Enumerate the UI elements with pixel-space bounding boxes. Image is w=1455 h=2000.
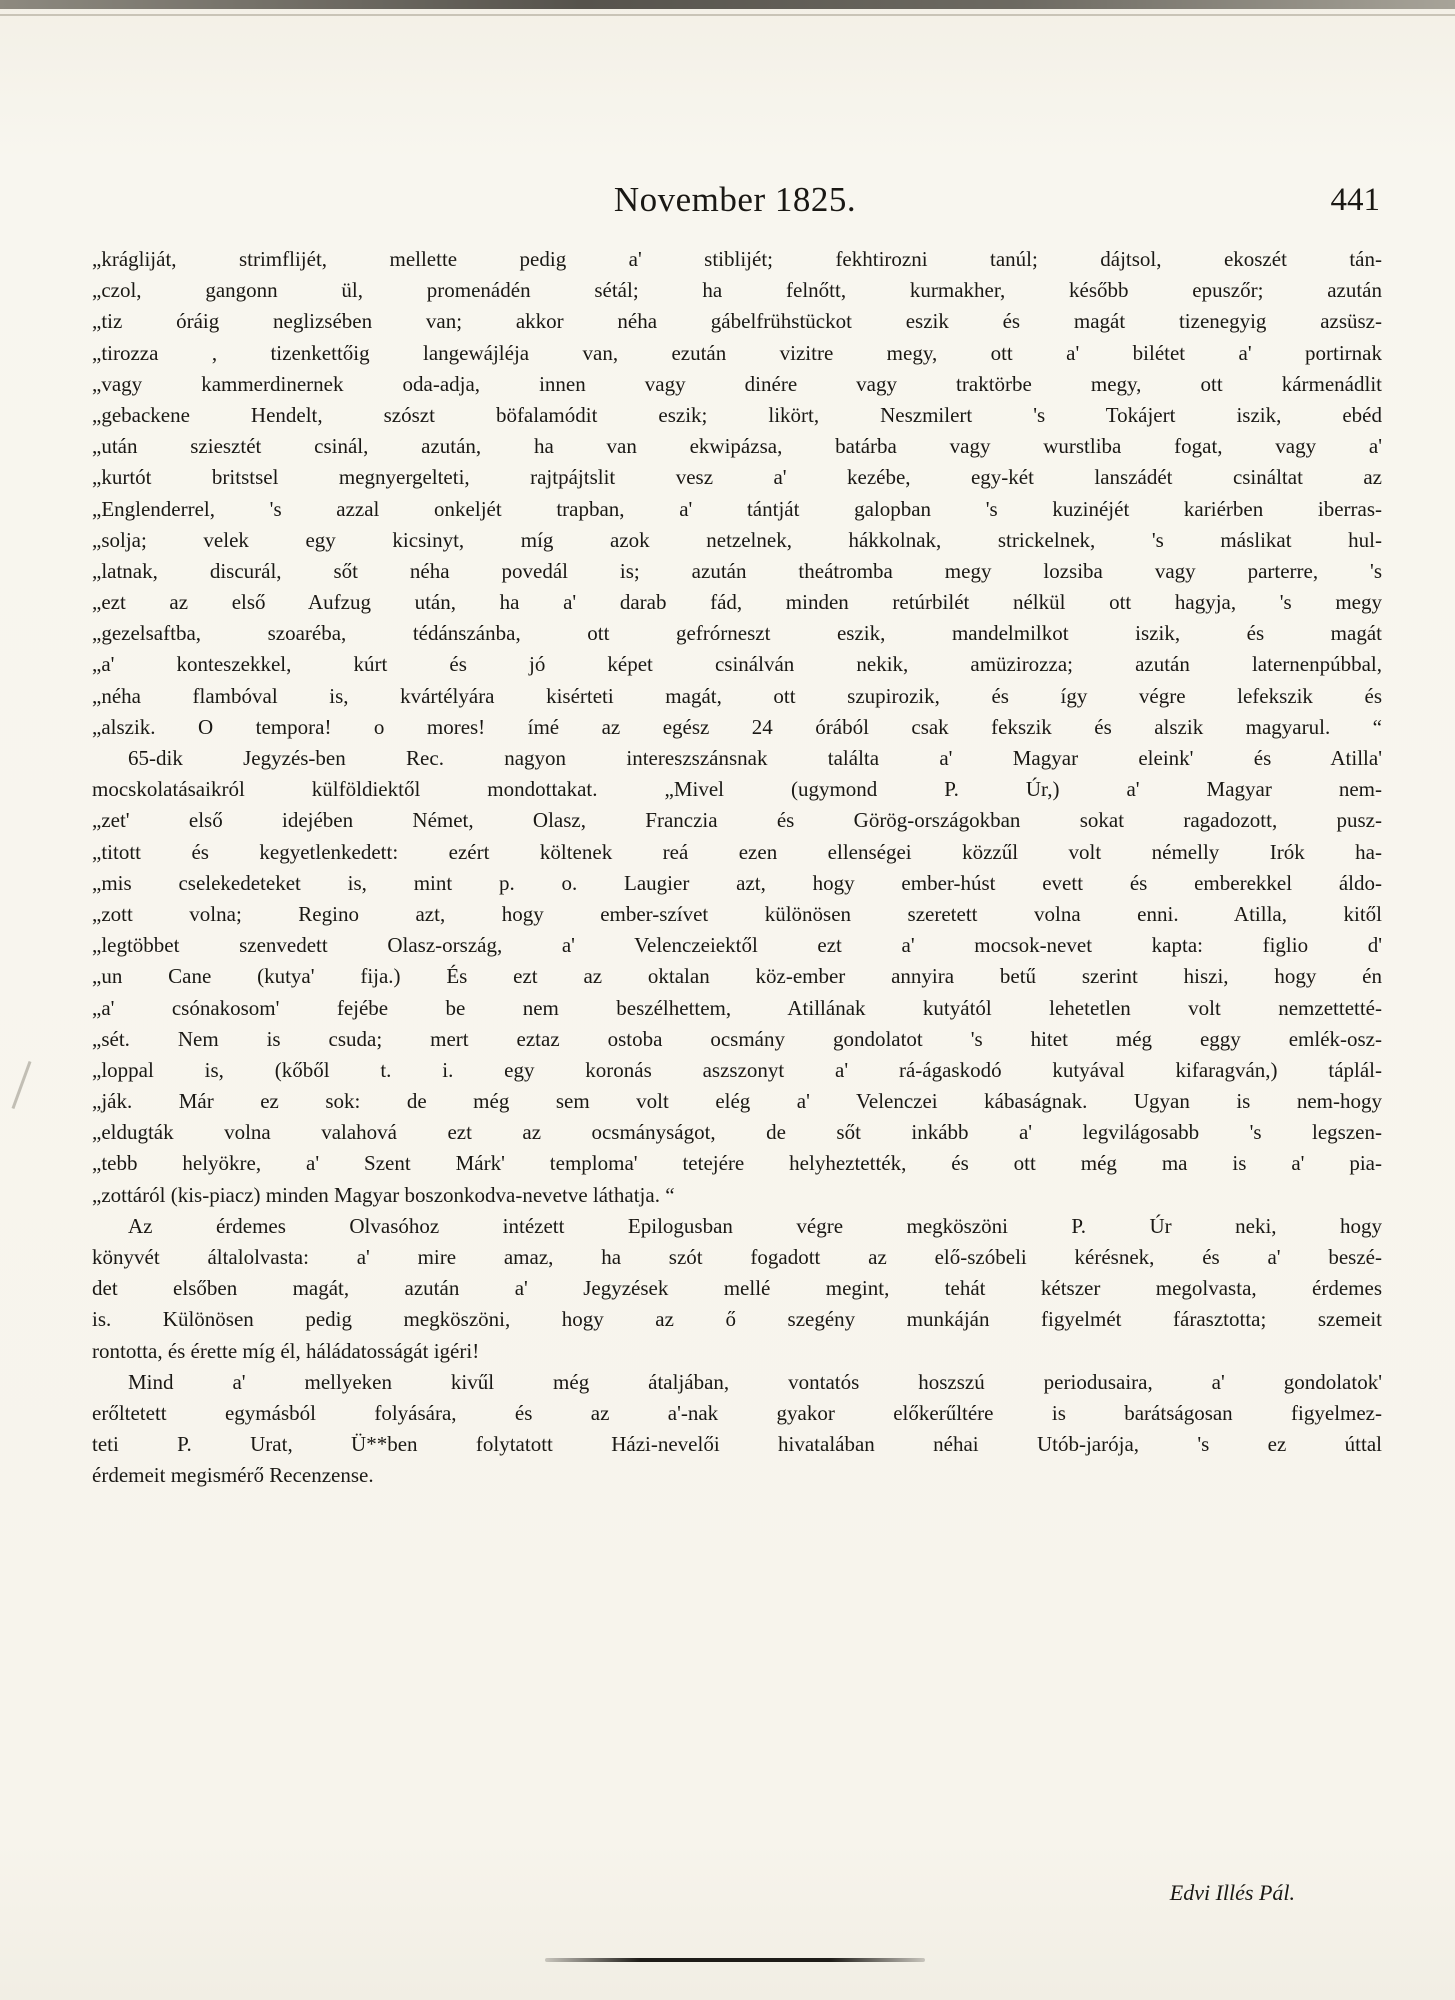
top-thin-rule [0, 14, 1455, 16]
text-line: „latnak, discurál, sőt néha povedál is; azután theátromba megy lozsiba vagy parterre, 's [92, 558, 1382, 583]
text-line: „czol, gangonn ül, promenádén sétál; ha felnőtt, kurmakher, később epuszőr; azután [92, 278, 1382, 303]
paragraph-start-line: Az érdemes Olvasóhoz intézett Epilogusban végre megköszöni P. Úr neki, hogy [128, 1213, 1382, 1238]
text-line: „zottáról (kis-piacz) minden Magyar boszonkodva-nevetve láthatja. “ [92, 1182, 675, 1207]
page-header [90, 180, 1380, 240]
paragraph-start-line: 65-dik Jegyzés-ben Rec. nagyon intereszszánsnak találta a' Magyar eleink' és Atilla' [128, 746, 1382, 770]
bottom-rule [545, 1958, 925, 1962]
text-line: „solja; velek egy kicsinyt, míg azok netzelnek, hákkolnak, strickelnek, 's máslikat hul- [92, 527, 1382, 552]
text-line: „mis cselekedeteket is, mint p. o. Laugier azt, hogy ember-húst evett és emberekkel áldo- [92, 870, 1382, 895]
text-line: „alszik. O tempora! o mores! ímé az egész 24 órából csak fekszik és alszik magyarul. “ [92, 714, 1382, 739]
text-line: könyvét általolvasta: a' mire amaz, ha szót fogadott az elő-szóbeli kérésnek, és a' beszé- [92, 1245, 1382, 1269]
text-line: „un Cane (kutya' fija.) És ezt az oktalan köz-ember annyira betű szerint hiszi, hogy én [92, 964, 1382, 989]
page-number: 441 [1330, 182, 1380, 218]
top-border-rule [0, 0, 1455, 9]
text-line: „Englenderrel, 's azzal onkeljét trapban, a' tántját galopban 's kuzinéjét kariérben iberras- [92, 496, 1382, 521]
text-line: „zott volna; Regino azt, hogy ember-szívet különösen szeretett volna enni. Atilla, kitől [92, 901, 1382, 926]
text-line: rontotta, és érette míg él, háládatosságát igéri! [92, 1338, 480, 1363]
text-line: „tiz óráig neglizsében van; akkor néha gábelfrühstückot eszik és magát tizenegyig azsüsz- [92, 309, 1382, 334]
author-signature: Edvi Illés Pál. [1169, 1880, 1295, 1905]
text-line: „gebackene Hendelt, szószt böfalamódit eszik; likört, Neszmilert 's Tokájert iszik, ebéd [92, 402, 1382, 427]
text-line: det elsőben magát, azután a' Jegyzések mellé megint, tehát kétszer megolvasta, érdemes [92, 1276, 1382, 1301]
text-line: „kurtót britstsel megnyergelteti, rajtpájtslit vesz a' kezébe, egy-két lanszádét csináltat az [92, 465, 1382, 490]
text-line: „vagy kammerdinernek oda-adja, innen vagy dinére vagy traktörbe megy, ott kármenádlit [92, 371, 1382, 396]
text-line: „krágliját, strimflijét, mellette pedig a' stiblijét; fekhtirozni tanúl; dájtsol, ekoszét tán- [92, 247, 1382, 271]
text-line: „tebb helyökre, a' Szent Márk' temploma' tetejére helyheztették, és ott még ma is a' pia- [92, 1151, 1382, 1176]
text-line: „legtöbbet szenvedett Olasz-ország, a' Velenczeiektől ezt a' mocsok-nevet kapta: figlio d' [92, 933, 1382, 958]
text-line: „ják. Már ez sok: de még sem volt elég a' Velenczei kábaságnak. Ugyan is nem-hogy [92, 1089, 1382, 1114]
text-line: erőltetett egymásból folyására, és az a'-nak gyakor előkerűltére is barátságosan figyelmez- [92, 1400, 1382, 1425]
text-line: „ezt az első Aufzug után, ha a' darab fád, minden retúrbilét nélkül ott hagyja, 's megy [92, 590, 1382, 615]
text-line: „eldugták volna valahová ezt az ocsmányságot, de sőt inkább a' legvilágosabb 's legszen- [92, 1120, 1382, 1145]
text-line: „a' csónakosom' fejébe be nem beszélhettem, Atillának kutyától lehetetlen volt nemzettetté- [92, 995, 1382, 1020]
text-line: is. Különösen pedig megköszöni, hogy az ő szegény munkáján figyelmét fárasztotta; szemeit [92, 1307, 1382, 1332]
text-line: „néha flambóval is, kvártélyára kisérteti magát, ott szupirozik, és így végre lefekszik és [92, 683, 1382, 708]
text-line: „sét. Nem is csuda; mert eztaz ostoba ocsmány gondolatot 's hitet még eggy emlék-osz- [92, 1026, 1382, 1051]
paragraph-start-line: Mind a' mellyeken kivűl még átaljában, vontatós hoszszú periodusaira, a' gondolatok' [128, 1369, 1382, 1394]
text-line: „a' konteszekkel, kúrt és jó képet csinálván nekik, amüzirozza; azután laternenpúbbal, [92, 652, 1382, 677]
text-line: „zet' első idejében Német, Olasz, Franczia és Görög-országokban sokat ragadozott, pusz- [92, 808, 1382, 833]
text-line: érdemeit megismérő Recenzense. [92, 1463, 374, 1488]
margin-mark [12, 1061, 32, 1109]
text-line: „gezelsaftba, szoaréba, tédánszánba, ott gefrórneszt eszik, mandelmilkot iszik, és magát [92, 621, 1382, 646]
text-line: „loppal is, (kőből t. i. egy koronás aszszonyt a' rá-ágaskodó kutyával kifaragván,) táplál- [92, 1057, 1382, 1082]
text-line: „titott és kegyetlenkedett: ezért költenek reá ezen ellenségei közzűl volt némelly Irók ha- [92, 839, 1382, 864]
page-title: November 1825. [613, 180, 857, 219]
body-text [92, 244, 1382, 1492]
text-line: mocskolatásaikról külföldiektől mondottakat. „Mivel (ugymond P. Úr,) a' Magyar nem- [92, 777, 1382, 802]
text-line: „tirozza , tizenkettőig langewájléja van, ezután vizitre megy, ott a' bilétet a' portirnak [92, 340, 1382, 365]
text-line: „után sziesztét csinál, azután, ha van ekwipázsa, batárba vagy wurstliba fogat, vagy a' [92, 434, 1382, 459]
text-line: teti P. Urat, Ü**ben folytatott Házi-nevelői hivatalában néhai Utób-jarója, 's ez úttal [92, 1432, 1382, 1457]
